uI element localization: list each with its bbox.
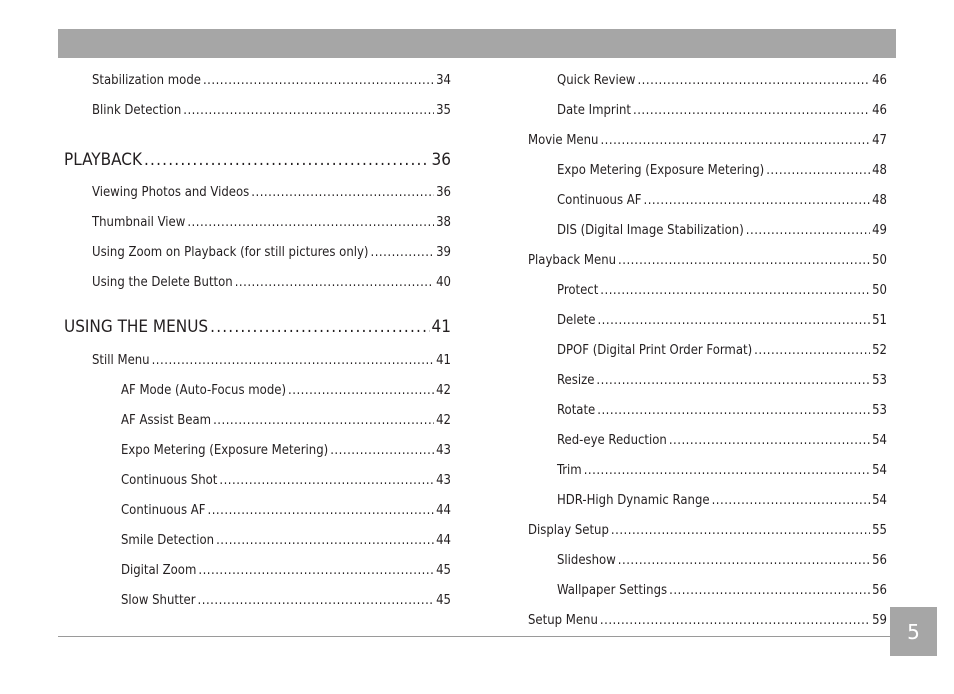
toc-entry-title: Expo Metering (Exposure Metering) xyxy=(557,163,765,178)
toc-leader-dots xyxy=(618,252,870,270)
toc-subentry[interactable] xyxy=(557,312,887,330)
toc-subentry[interactable] xyxy=(557,102,887,120)
toc-leader-dots xyxy=(203,72,434,90)
toc-subentry[interactable] xyxy=(557,552,887,570)
toc-entry[interactable] xyxy=(92,72,451,90)
toc-entry-page: 44 xyxy=(436,503,451,518)
toc-entry-title: Quick Review xyxy=(557,73,636,88)
toc-entry[interactable] xyxy=(92,102,451,120)
toc-entry-title: Using Zoom on Playback (for still pictures only) xyxy=(92,245,369,260)
toc-leader-dots xyxy=(618,552,870,570)
toc-entry-page: 43 xyxy=(436,443,451,458)
toc-entry[interactable] xyxy=(528,522,887,540)
toc-entry-title: Slideshow xyxy=(557,553,616,568)
toc-leader-dots xyxy=(213,412,434,430)
toc-subentry[interactable] xyxy=(557,162,887,180)
toc-section-title: PLAYBACK xyxy=(64,150,142,170)
toc-leader-dots xyxy=(198,592,435,610)
toc-entry-page: 39 xyxy=(436,245,451,260)
toc-entry-page: 40 xyxy=(436,275,451,290)
toc-subentry[interactable] xyxy=(557,462,887,480)
toc-section-heading[interactable] xyxy=(64,149,451,171)
toc-entry-page: 50 xyxy=(872,253,887,268)
toc-entry-page: 53 xyxy=(872,373,887,388)
toc-entry-title: Red-eye Reduction xyxy=(557,433,667,448)
toc-entry-page: 54 xyxy=(872,463,887,478)
toc-leader-dots xyxy=(187,214,434,232)
toc-leader-dots xyxy=(600,282,870,300)
toc-entry-page: 54 xyxy=(872,433,887,448)
toc-subentry[interactable] xyxy=(121,502,451,520)
toc-subentry[interactable] xyxy=(557,282,887,300)
toc-entry-title: Display Setup xyxy=(528,523,609,538)
toc-subentry[interactable] xyxy=(121,472,451,490)
toc-entry-title: Slow Shutter xyxy=(121,593,196,608)
toc-subentry[interactable] xyxy=(557,192,887,210)
toc-entry-title: Using the Delete Button xyxy=(92,275,233,290)
toc-entry-title: Stabilization mode xyxy=(92,73,201,88)
toc-entry-title: DIS (Digital Image Stabilization) xyxy=(557,223,744,238)
toc-entry-title: AF Mode (Auto-Focus mode) xyxy=(121,383,287,398)
toc-entry-page: 45 xyxy=(436,563,451,578)
toc-entry-title: Continuous AF xyxy=(121,503,206,518)
toc-subentry[interactable] xyxy=(121,532,451,550)
toc-leader-dots xyxy=(183,102,434,120)
toc-entry-page: 36 xyxy=(436,185,451,200)
toc-subentry[interactable] xyxy=(557,372,887,390)
toc-entry-title: DPOF (Digital Print Order Format) xyxy=(557,343,753,358)
toc-subentry[interactable] xyxy=(557,582,887,600)
toc-entry-title: Wallpaper Settings xyxy=(557,583,668,598)
toc-entry-title: Trim xyxy=(557,463,582,478)
toc-entry[interactable] xyxy=(92,184,451,202)
toc-entry-page: 51 xyxy=(872,313,887,328)
toc-leader-dots xyxy=(251,184,434,202)
toc-entry-title: Expo Metering (Exposure Metering) xyxy=(121,443,329,458)
toc-entry-title: Continuous Shot xyxy=(121,473,218,488)
toc-entry-page: 38 xyxy=(436,215,451,230)
toc-subentry[interactable] xyxy=(121,562,451,580)
toc-leader-dots xyxy=(198,562,434,580)
toc-entry-title: Still Menu xyxy=(92,353,150,368)
toc-entry-page: 45 xyxy=(436,593,451,608)
toc-leader-dots xyxy=(597,402,870,420)
toc-entry-page: 34 xyxy=(436,73,451,88)
toc-entry-page: 56 xyxy=(872,553,887,568)
toc-entry[interactable] xyxy=(92,352,451,370)
toc-leader-dots xyxy=(633,102,870,120)
toc-leader-dots xyxy=(210,316,429,338)
toc-entry-page: 52 xyxy=(872,343,887,358)
toc-leader-dots xyxy=(669,582,870,600)
toc-leader-dots xyxy=(712,492,871,510)
toc-entry-page: 35 xyxy=(436,103,451,118)
toc-subentry[interactable] xyxy=(121,412,451,430)
toc-leader-dots xyxy=(288,382,434,400)
toc-subentry[interactable] xyxy=(557,402,887,420)
toc-leader-dots xyxy=(669,432,870,450)
toc-entry-page: 54 xyxy=(872,493,887,508)
toc-leader-dots xyxy=(216,532,434,550)
toc-leader-dots xyxy=(219,472,434,490)
toc-entry-page: 56 xyxy=(872,583,887,598)
toc-leader-dots xyxy=(208,502,435,520)
footer-rule xyxy=(58,636,890,637)
toc-entry-page: 59 xyxy=(872,613,887,628)
toc-entry-page: 41 xyxy=(436,353,451,368)
toc-entry-page: 48 xyxy=(872,193,887,208)
toc-entry-title: Continuous AF xyxy=(557,193,642,208)
toc-entry-title: HDR-High Dynamic Range xyxy=(557,493,710,508)
toc-entry-title: Movie Menu xyxy=(528,133,599,148)
toc-entry-title: Delete xyxy=(557,313,596,328)
toc-leader-dots xyxy=(754,342,870,360)
toc-entry-title: Viewing Photos and Videos xyxy=(92,185,250,200)
toc-leader-dots xyxy=(746,222,870,240)
toc-subentry[interactable] xyxy=(557,432,887,450)
toc-entry-title: Smile Detection xyxy=(121,533,215,548)
toc-entry[interactable] xyxy=(92,214,451,232)
toc-entry-title: Date Imprint xyxy=(557,103,631,118)
toc-entry-title: Resize xyxy=(557,373,595,388)
toc-leader-dots xyxy=(611,522,870,540)
toc-entry-page: 55 xyxy=(872,523,887,538)
toc-leader-dots xyxy=(644,192,871,210)
toc-section-heading[interactable] xyxy=(64,316,451,338)
toc-entry-page: 42 xyxy=(436,413,451,428)
page-number-badge: 5 xyxy=(890,607,937,656)
toc-entry-title: Thumbnail View xyxy=(92,215,186,230)
toc-subentry[interactable] xyxy=(121,592,451,610)
toc-leader-dots xyxy=(584,462,870,480)
toc-entry[interactable] xyxy=(92,274,451,292)
toc-entry-page: 53 xyxy=(872,403,887,418)
toc-entry-title: Digital Zoom xyxy=(121,563,197,578)
toc-entry-page: 43 xyxy=(436,473,451,488)
toc-section-title: USING THE MENUS xyxy=(64,317,209,337)
toc-entry[interactable] xyxy=(92,244,451,262)
toc-entry[interactable] xyxy=(528,132,887,150)
toc-leader-dots xyxy=(371,244,435,262)
toc-subentry[interactable] xyxy=(121,442,451,460)
header-bar xyxy=(58,29,896,58)
toc-leader-dots xyxy=(637,72,870,90)
toc-section-page: 36 xyxy=(431,150,451,170)
toc-entry-title: Rotate xyxy=(557,403,596,418)
toc-leader-dots xyxy=(766,162,870,180)
toc-entry-title: Blink Detection xyxy=(92,103,182,118)
toc-subentry[interactable] xyxy=(557,222,887,240)
toc-subentry[interactable] xyxy=(557,492,887,510)
toc-entry-page: 49 xyxy=(872,223,887,238)
toc-leader-dots xyxy=(596,372,870,390)
toc-leader-dots xyxy=(600,612,870,630)
toc-leader-dots xyxy=(597,312,870,330)
toc-leader-dots xyxy=(600,132,870,150)
toc-leader-dots xyxy=(152,352,435,370)
toc-entry[interactable] xyxy=(528,612,887,630)
toc-leader-dots xyxy=(235,274,434,292)
toc-entry[interactable] xyxy=(528,252,887,270)
toc-entry-title: Setup Menu xyxy=(528,613,598,628)
toc-entry-title: Protect xyxy=(557,283,599,298)
toc-entry-title: AF Assist Beam xyxy=(121,413,212,428)
toc-entry-title: Playback Menu xyxy=(528,253,617,268)
toc-entry-page: 42 xyxy=(436,383,451,398)
toc-entry-page: 47 xyxy=(872,133,887,148)
toc-section-page: 41 xyxy=(431,317,451,337)
toc-leader-dots xyxy=(144,149,430,171)
toc-subentry[interactable] xyxy=(121,382,451,400)
toc-entry-page: 48 xyxy=(872,163,887,178)
toc-entry-page: 50 xyxy=(872,283,887,298)
toc-subentry[interactable] xyxy=(557,342,887,360)
toc-entry-page: 46 xyxy=(872,73,887,88)
toc-leader-dots xyxy=(330,442,434,460)
toc-entry-page: 46 xyxy=(872,103,887,118)
toc-entry-page: 44 xyxy=(436,533,451,548)
toc-subentry[interactable] xyxy=(557,72,887,90)
